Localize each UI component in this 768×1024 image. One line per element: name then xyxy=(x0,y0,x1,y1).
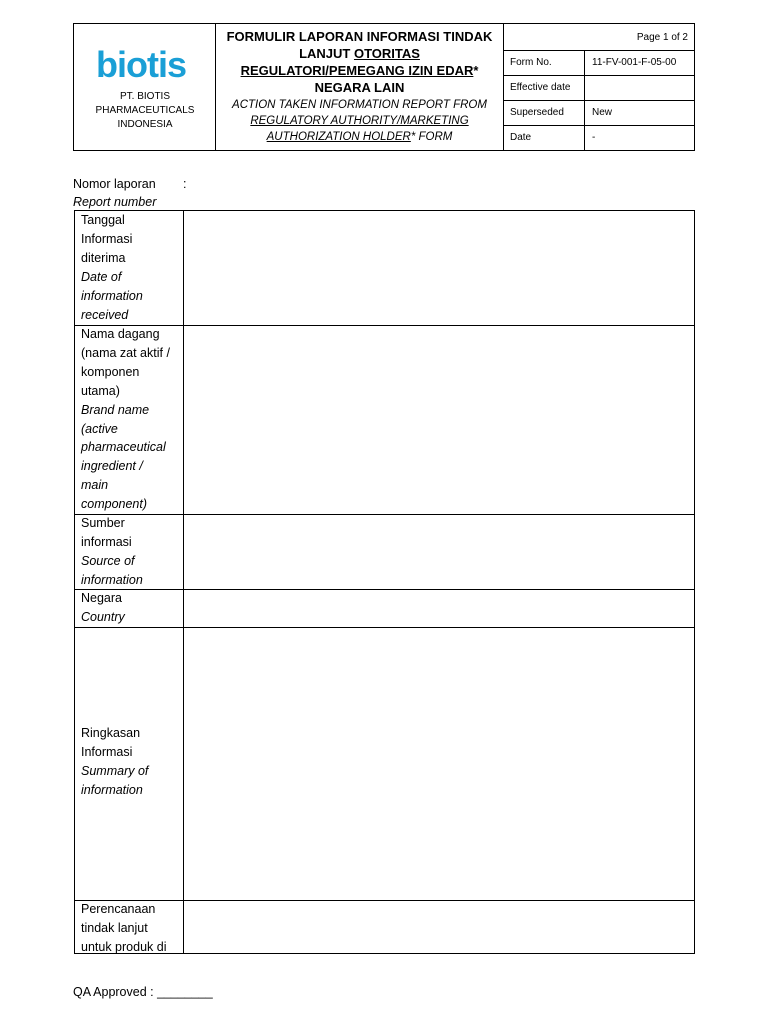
table-row-brand-name xyxy=(75,325,694,515)
meta-label: Form No. xyxy=(504,50,585,75)
meta-row-form-no xyxy=(504,50,694,76)
meta-label: Effective date xyxy=(504,75,585,100)
company-logo: biotis xyxy=(96,44,186,85)
country-field[interactable] xyxy=(184,589,694,627)
company-name: PT. BIOTIS PHARMACEUTICALS INDONESIA xyxy=(95,91,195,130)
page-indicator: Page 1 of 2 xyxy=(636,31,688,43)
meta-label: Superseded xyxy=(504,100,585,125)
date-received-field[interactable] xyxy=(184,211,694,325)
meta-value: New xyxy=(592,107,613,118)
table-row-follow-up xyxy=(75,900,694,953)
meta-row-superseded xyxy=(504,100,694,126)
row-label: Nama dagang (nama zat aktif / komponen utama) Brand name (active pharmaceutical ingredient / main component) xyxy=(75,325,184,514)
row-label: Perencanaan tindak lanjut untuk produk di xyxy=(75,900,184,953)
report-table xyxy=(74,210,695,954)
form-title-cell xyxy=(216,24,504,150)
meta-row-effective-date xyxy=(504,75,694,101)
table-row-summary xyxy=(75,627,694,901)
meta-value: - xyxy=(592,132,596,143)
table-row-date-received xyxy=(75,211,694,326)
row-label: Tanggal Informasi diterima Date of information received xyxy=(75,211,184,325)
form-header xyxy=(73,23,695,151)
report-number-label: Nomor laporan : Report number xyxy=(73,177,187,209)
row-label: Negara Country xyxy=(75,589,184,627)
meta-label: Date xyxy=(504,125,585,150)
row-label: Sumber informasi Source of information xyxy=(75,514,184,589)
page-indicator-row xyxy=(504,24,694,51)
meta-row-date xyxy=(504,125,694,150)
meta-value: 11-FV-001-F-05-00 xyxy=(592,57,677,68)
brand-name-field[interactable] xyxy=(184,325,694,514)
meta-value xyxy=(585,75,694,100)
row-label: Ringkasan Informasi Summary of information xyxy=(75,627,184,900)
form-title-indonesian: FORMULIR LAPORAN INFORMASI TINDAK LANJUT OTORITAS REGULATORI/PEMEGANG IZIN EDAR* NEGARA LAIN xyxy=(226,29,493,95)
document-meta xyxy=(504,24,694,150)
source-field[interactable] xyxy=(184,514,694,589)
table-row-country xyxy=(75,589,694,628)
summary-field[interactable] xyxy=(184,627,694,900)
qa-approved-label: QA Approved : ________ xyxy=(73,985,213,999)
follow-up-field[interactable] xyxy=(184,900,694,953)
table-row-source xyxy=(75,514,694,590)
logo-cell xyxy=(74,24,216,150)
form-title-english: ACTION TAKEN INFORMATION REPORT FROM REGULATORY AUTHORITY/MARKETING AUTHORIZATION HOLDER* FORM xyxy=(232,99,487,143)
